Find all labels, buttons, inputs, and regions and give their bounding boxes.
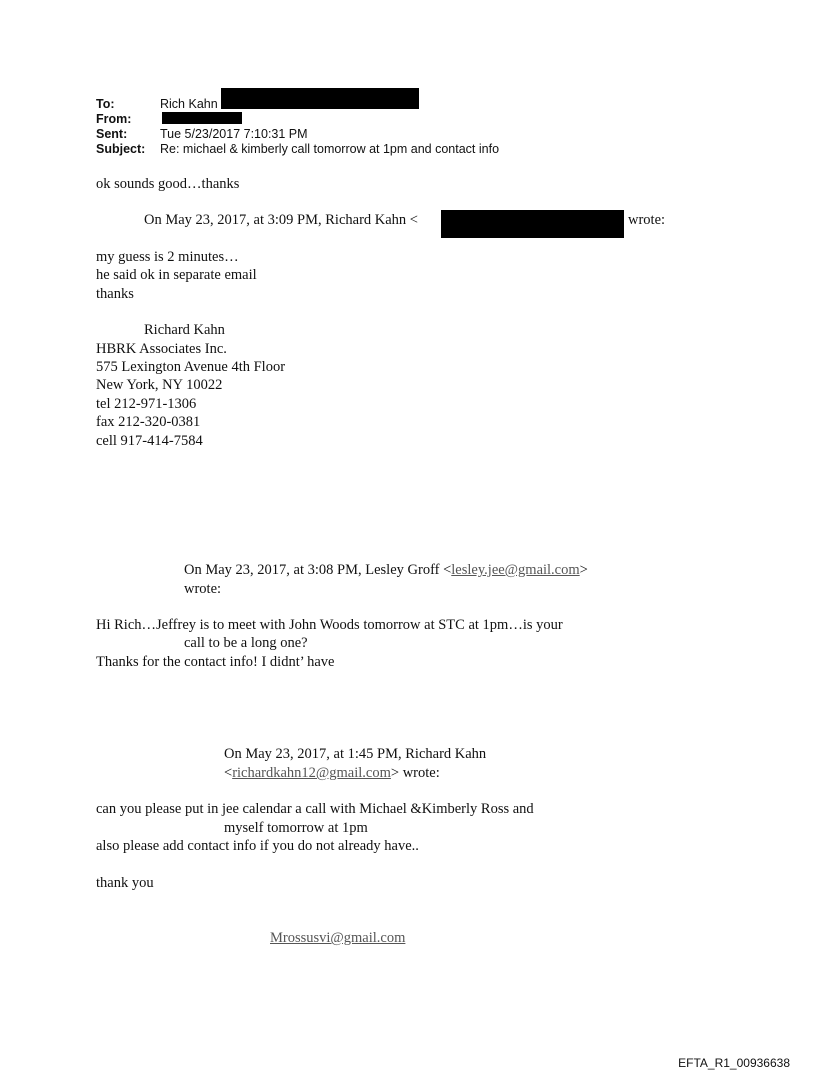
sent-label: Sent:: [96, 127, 128, 141]
document-id: EFTA_R1_00936638: [678, 1056, 790, 1070]
to-value: Rich Kahn: [160, 97, 218, 111]
quote2-intro-suffix: >: [579, 562, 588, 578]
signature-tel: tel 212-971-1306: [96, 396, 197, 412]
quote1-line: he said ok in separate email: [96, 267, 257, 283]
subject-value: Re: michael & kimberly call tomorrow at 1pm and contact info: [160, 142, 500, 156]
quote3-line2: also please add contact info if you do not already have..: [96, 838, 419, 854]
signature-address: 575 Lexington Avenue 4th Floor: [96, 359, 286, 375]
signature-cell: cell 917-414-7584: [96, 433, 203, 449]
signature-company: HBRK Associates Inc.: [96, 341, 227, 357]
mross-email-link[interactable]: Mrossusvi@gmail.com: [270, 930, 406, 946]
quote2-intro: [184, 561, 588, 579]
quote3-intro2-suffix: > wrote:: [390, 765, 440, 781]
signature-city: New York, NY 10022: [96, 377, 223, 393]
signature-name: Richard Kahn: [144, 322, 225, 338]
quote1-line: thanks: [96, 286, 134, 302]
redaction-from: [162, 112, 242, 124]
contact-email: [270, 929, 405, 947]
quote1-wrote: wrote:: [628, 212, 666, 228]
sent-value: Tue 5/23/2017 7:10:31 PM: [160, 127, 308, 141]
richard-email-link[interactable]: richardkahn12@gmail.com: [232, 765, 391, 781]
quote2-intro-prefix: On May 23, 2017, at 3:08 PM, Lesley Groff <: [184, 562, 452, 578]
redaction-to-email: [221, 88, 419, 109]
lesley-email-link[interactable]: lesley.jee@gmail.com: [451, 562, 580, 578]
signature-fax: fax 212-320-0381: [96, 414, 201, 430]
quote3-intro2-prefix: <: [224, 765, 233, 781]
quote1-intro: On May 23, 2017, at 3:09 PM, Richard Kahn <: [144, 212, 418, 228]
quote2-line1: Hi Rich…Jeffrey is to meet with John Woods tomorrow at STC at 1pm…is your: [96, 617, 563, 633]
quote3-line1: can you please put in jee calendar a call with Michael &Kimberly Ross and: [96, 801, 534, 817]
quote1-line: my guess is 2 minutes…: [96, 249, 239, 265]
quote3-intro2: [224, 764, 440, 782]
quote3-intro: On May 23, 2017, at 1:45 PM, Richard Kahn: [224, 746, 487, 762]
quote2-wrote: wrote:: [184, 581, 222, 597]
quote2-line1-cont: call to be a long one?: [184, 635, 308, 651]
to-label: To:: [96, 97, 115, 111]
redaction-quote1-email: [441, 210, 624, 238]
from-label: From:: [96, 112, 132, 126]
quote3-line3: thank you: [96, 875, 154, 891]
quote3-line1-cont: myself tomorrow at 1pm: [224, 820, 368, 836]
subject-label: Subject:: [96, 142, 146, 156]
quote2-line2: Thanks for the contact info! I didnt’ have: [96, 654, 335, 670]
reply-line: ok sounds good…thanks: [96, 176, 240, 192]
